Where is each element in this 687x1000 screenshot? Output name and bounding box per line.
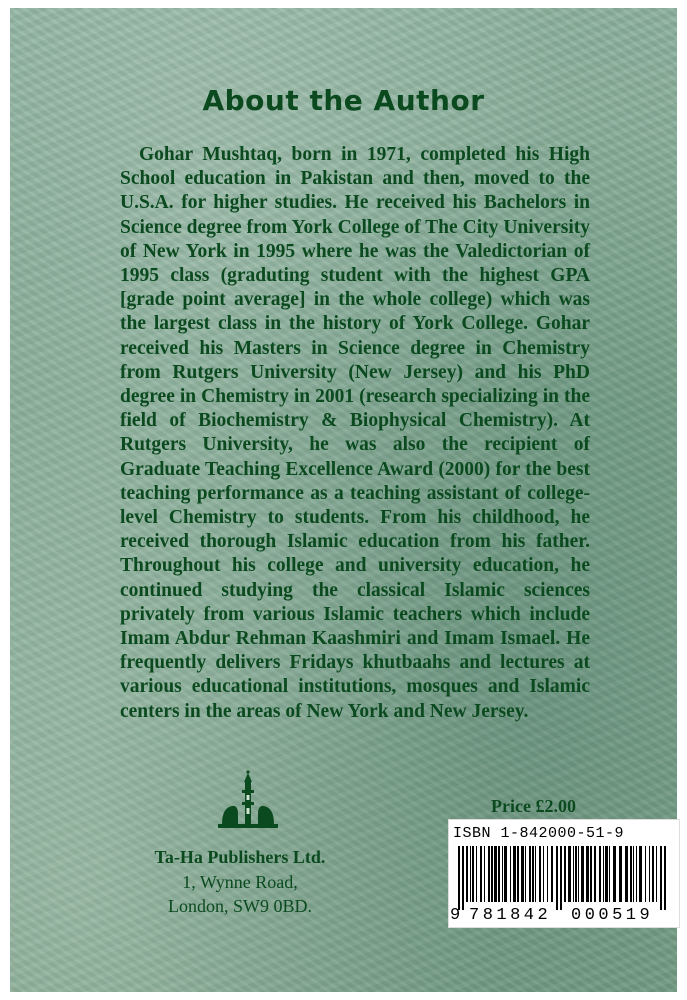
publisher-name: Ta-Ha Publishers Ltd. xyxy=(154,847,326,867)
publisher-address-line1: 1, Wynne Road, xyxy=(182,872,298,892)
barcode-left-digits: 781842 xyxy=(469,906,552,925)
section-title: About the Author xyxy=(202,84,485,117)
isbn-number: ISBN 1-842000-51-9 xyxy=(453,825,625,842)
barcode-bars xyxy=(458,846,670,910)
minaret-logo-icon xyxy=(218,768,278,830)
isbn-barcode xyxy=(448,819,680,928)
price-label: Price £2.00 xyxy=(491,796,576,816)
publisher-address-line2: London, SW9 0BD. xyxy=(168,896,312,916)
book-back-cover xyxy=(10,8,677,992)
author-biography: Gohar Mushtaq, born in 1971, completed his High School education in Pakistan and then, moved to the U.S.A. for higher studies. He received his Bachelors in Science degree from York College of The City University of New York in 1995 where he was the Valedictorian of 1995 class (graduting student with the highest GPA [grade point average] in the whole college) which was the largest class in the history of York College. Gohar received his Masters in Science degree in Chemistry from Rutgers University (New Jersey) and his PhD degree in Chemistry in 2001 (research specializing in the field of Biochemistry & Biophysical Chemistry). At Rutgers University, he was also the recipient of Graduate Teaching Excellence Award (2000) for the best teaching performance as a teaching assistant of college-level Chemistry to students. From his childhood, he received thorough Islamic education from his father. Throughout his college and university education, he continued studying the classical Islamic sciences privately from various Islamic teachers which include Imam Abdur Rehman Kaashmiri and Imam Ismael. He frequently delivers Fridays khutbaahs and lectures at various educational institutions, mosques and Islamic centers in the areas of New York and New Jersey. xyxy=(120,144,590,722)
barcode-lead-digit: 9 xyxy=(450,906,461,925)
barcode-right-digits: 000519 xyxy=(571,906,654,925)
